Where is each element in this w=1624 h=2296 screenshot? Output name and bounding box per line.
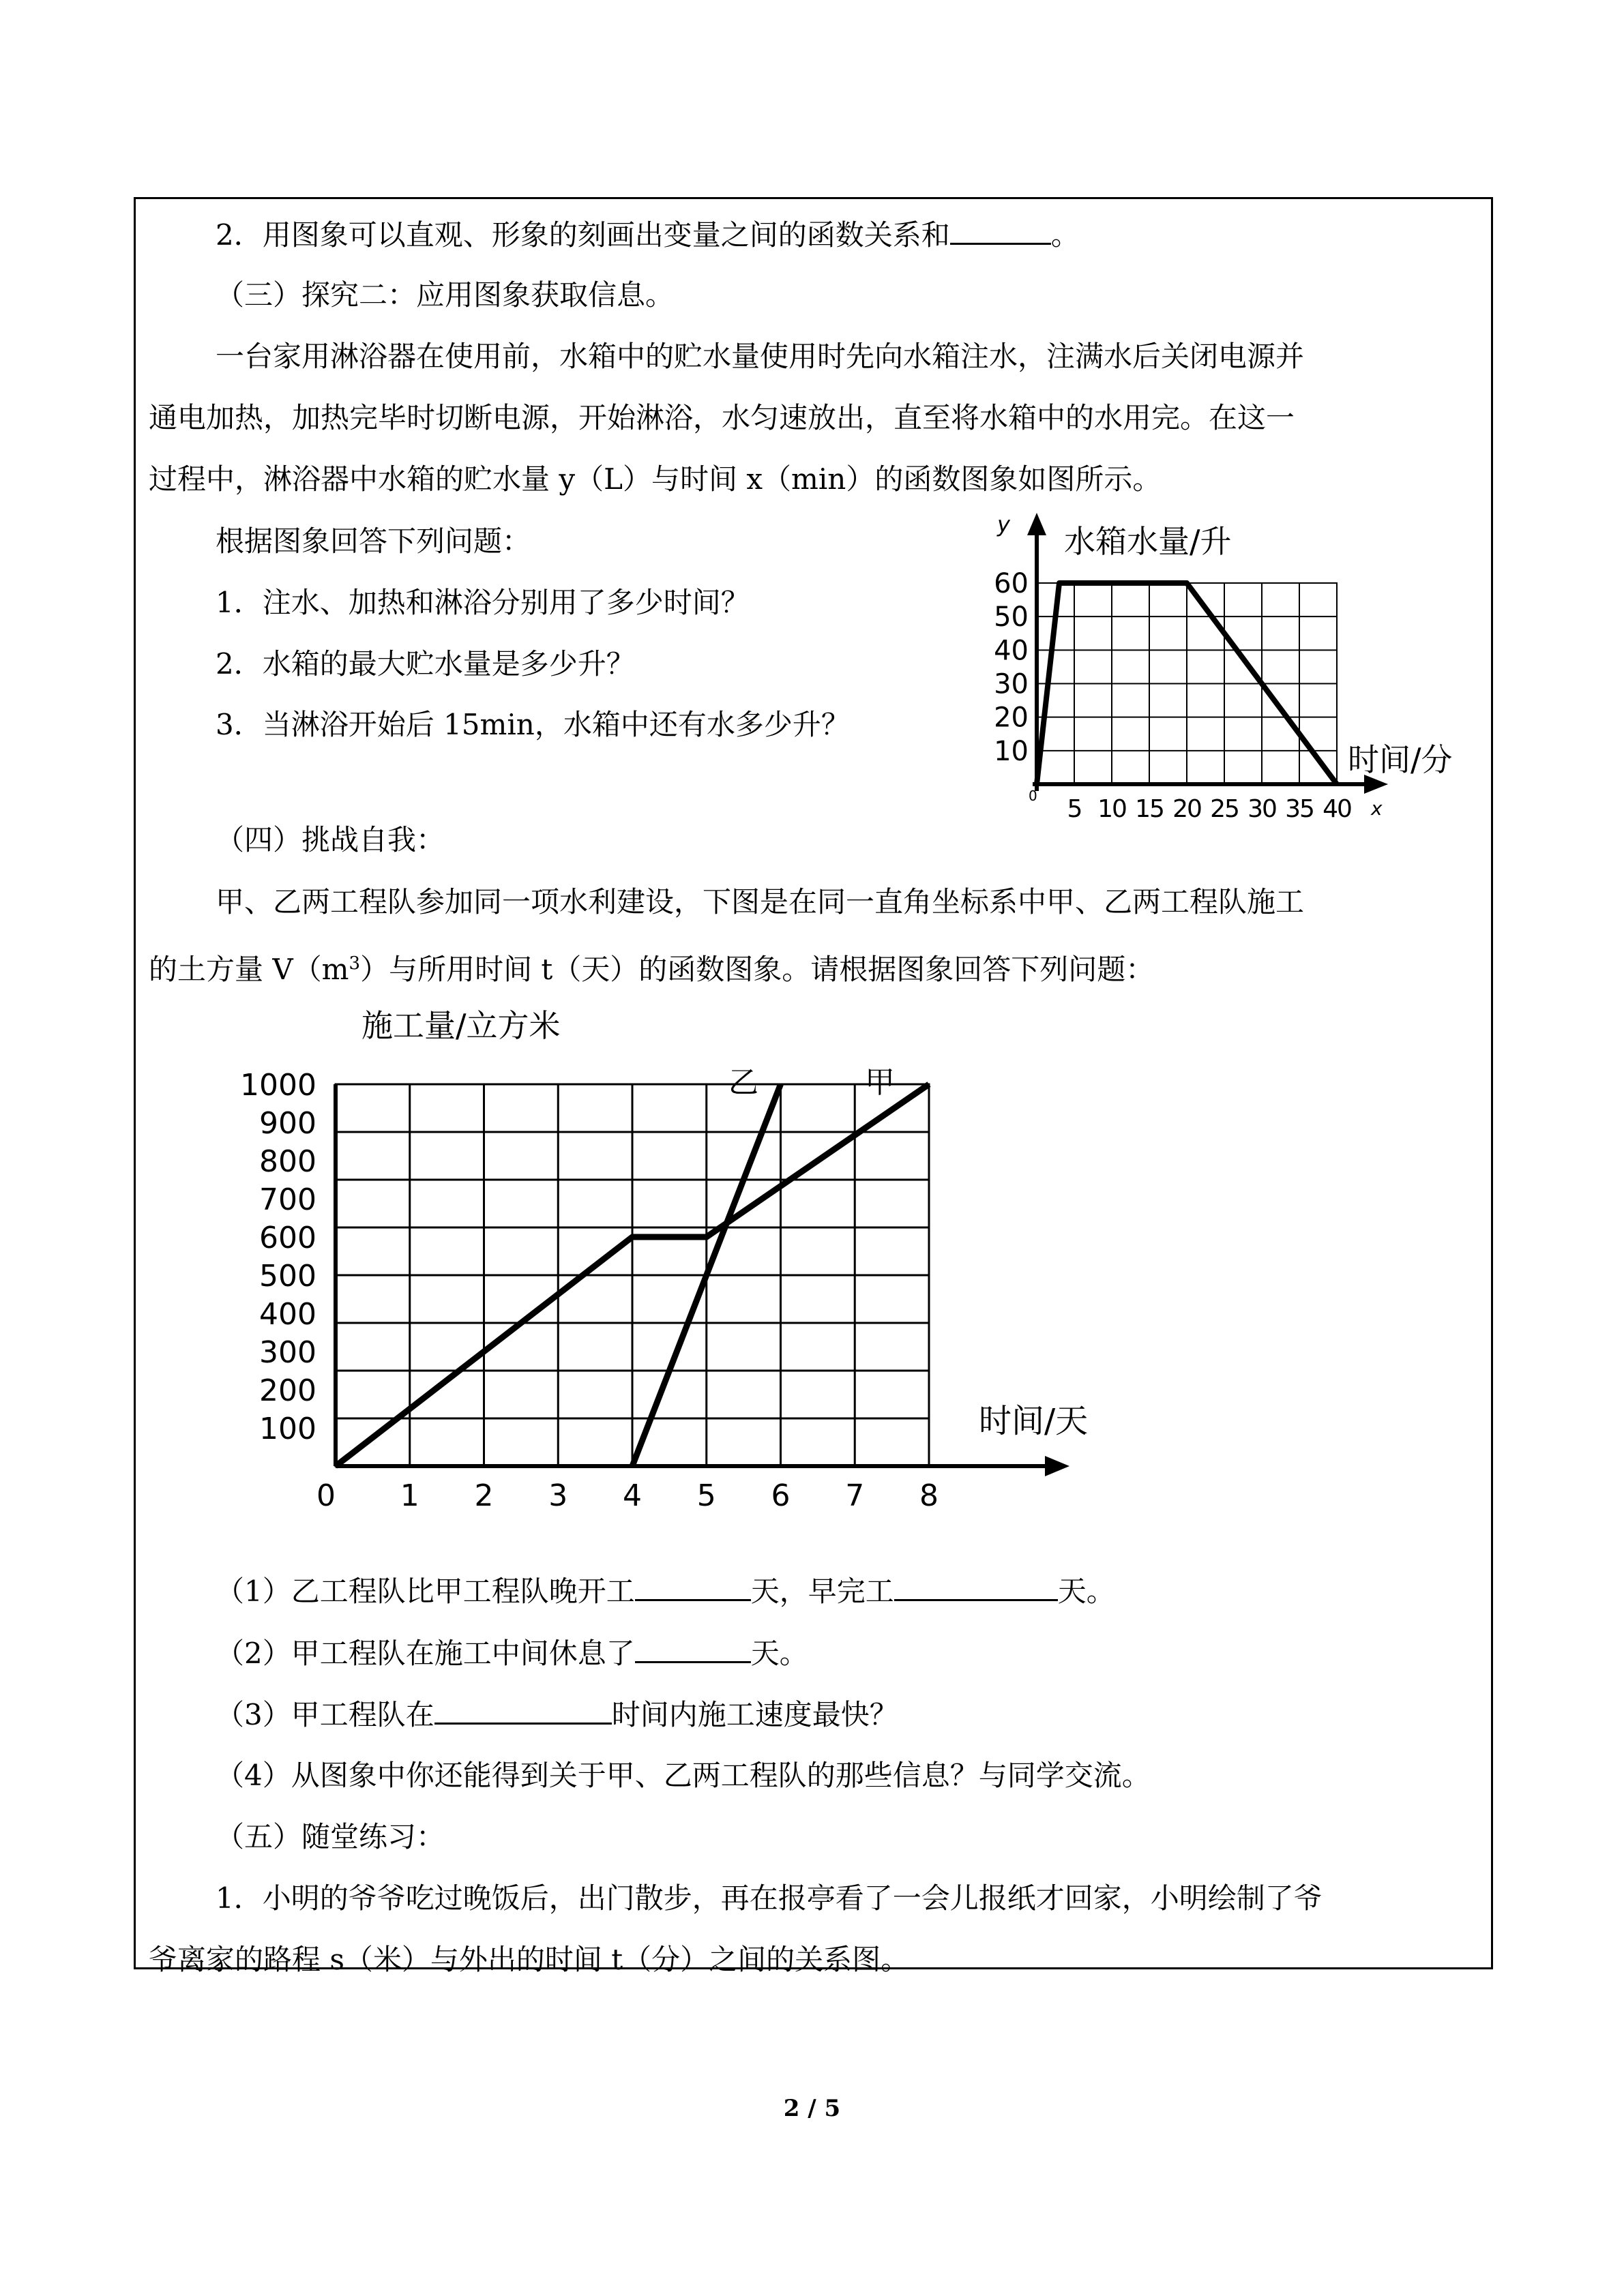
x-tick-label: 7 [845, 1478, 865, 1513]
text-line-1: 2．用图象可以直观、形象的刻画出变量之间的函数关系和 。 [216, 215, 1080, 254]
y-tick-label: 900 [259, 1106, 316, 1141]
y-tick-label: 600 [259, 1221, 316, 1255]
answer-blank[interactable] [950, 215, 1051, 245]
section-heading-5: （五）随堂练习： [216, 1820, 445, 1853]
y-tick-label: 500 [259, 1259, 316, 1294]
fill-question-3: （3）甲工程队在 时间内施工速度最快？ [216, 1695, 898, 1734]
text-line-14: 1．小明的爷爷吃过晚饭后，出门散步，再在报亭看了一会儿报纸才回家，小明绘制了爷 [216, 1881, 1323, 1915]
x-tick-label: 30 [1247, 795, 1276, 823]
x-tick-label: 2 [474, 1478, 494, 1513]
text-line-5: 过程中，淋浴器中水箱的贮水量 y（L）与时间 x（min）的函数图象如图所示。 [149, 462, 1162, 496]
y-tick-label: 40 [994, 635, 1029, 667]
text-line-6: 根据图象回答下列问题： [216, 524, 531, 558]
answer-blank-1b[interactable] [894, 1572, 1058, 1601]
text-line-15: 爷离家的路程 s（米）与外出的时间 t（分）之间的关系图。 [149, 1943, 910, 1976]
y-axis-label: y [997, 511, 1010, 537]
y-tick-labels [994, 568, 1029, 767]
y-tick-label: 800 [259, 1144, 316, 1179]
x-tick-labels [1067, 795, 1351, 823]
y-tick-label: 10 [994, 735, 1029, 767]
y-tick-label: 100 [259, 1412, 316, 1446]
x-tick-label: 5 [1067, 795, 1082, 823]
y-tick-label: 400 [259, 1297, 316, 1332]
x-tick-label: 6 [771, 1478, 791, 1513]
x-tick-label: 4 [623, 1478, 642, 1513]
y-tick-label: 700 [259, 1182, 316, 1217]
text-line-11: 甲、乙两工程队参加同一项水利建设，下图是在同一直角坐标系中甲、乙两工程队施工 [216, 885, 1305, 919]
y-tick-label: 60 [994, 568, 1029, 599]
x-tick-label: 15 [1135, 795, 1164, 823]
construction-chart [205, 996, 1112, 1514]
x-tick-label: 0 [316, 1478, 336, 1513]
origin-label: 0 [1029, 788, 1037, 804]
y-tick-label: 20 [994, 702, 1029, 734]
text-line-12: 的土方量 $V(m^3)$与所用时间 t（天）的函数图象。请根据图象回答下列问题： [149, 953, 1155, 986]
x-axis-label: 时间/分 [1348, 741, 1453, 778]
fill-question-2: （2）甲工程队在施工中间休息了 天。 [216, 1634, 808, 1673]
y-tick-label: 30 [994, 668, 1029, 700]
answer-blank-2[interactable] [635, 1634, 751, 1663]
x-tick-label: 40 [1323, 795, 1351, 823]
fill-question-1: （1）乙工程队比甲工程队晚开工 天，早完工 天。 [216, 1572, 1115, 1611]
series-label-yi: 乙 [728, 1065, 758, 1100]
question-2: 2．水箱的最大贮水量是多少升？ [216, 647, 635, 681]
x-tick-label: 25 [1210, 795, 1239, 823]
water-tank-chart [969, 505, 1453, 839]
y-tick-label: 200 [259, 1373, 316, 1408]
y-tick-label: 300 [259, 1335, 316, 1370]
question-1: 1．注水、加热和淋浴分别用了多少时间？ [216, 586, 750, 619]
fill-question-4: （4）从图象中你还能得到关于甲、乙两工程队的那些信息？与同学交流。 [216, 1759, 1151, 1792]
y-tick-label: 50 [994, 601, 1029, 633]
section-heading-3: （三）探究二：应用图象获取信息。 [216, 278, 675, 312]
text-line-4: 通电加热，加热完毕时切断电源，开始淋浴，水匀速放出，直至将水箱中的水用完。在这一 [149, 401, 1295, 434]
section-heading-4: （四）挑战自我： [216, 823, 445, 856]
page-number: 2 / 5 [783, 2095, 841, 2122]
y-tick-labels [240, 1068, 316, 1446]
x-tick-label: 35 [1285, 795, 1314, 823]
question-3: 3．当淋浴开始后 15min，水箱中还有水多少升？ [216, 708, 850, 741]
answer-blank-1a[interactable] [635, 1572, 751, 1601]
x-axis-label: 时间/天 [979, 1402, 1089, 1440]
grid [336, 1084, 929, 1466]
text-line-3: 一台家用淋浴器在使用前，水箱中的贮水量使用时先向水箱注水，注满水后关闭电源并 [216, 340, 1305, 373]
y-tick-label: 1000 [240, 1068, 316, 1103]
x-tick-labels [316, 1478, 939, 1513]
answer-blank-3[interactable] [434, 1695, 612, 1725]
chart-title: 水箱水量/升 [1064, 523, 1232, 560]
x-axis-letter: x [1371, 797, 1383, 820]
chart-title: 施工量/立方米 [361, 1007, 561, 1044]
x-tick-label: 5 [696, 1478, 716, 1513]
series-label-jia: 甲 [865, 1065, 895, 1100]
x-tick-label: 1 [400, 1478, 419, 1513]
x-tick-label: 20 [1172, 795, 1201, 823]
x-tick-label: 10 [1097, 795, 1126, 823]
x-tick-label: 3 [548, 1478, 568, 1513]
y-axis-arrow [1027, 513, 1046, 535]
x-axis-arrow [1045, 1456, 1069, 1476]
x-tick-label: 8 [919, 1478, 939, 1513]
grid [1037, 583, 1337, 784]
